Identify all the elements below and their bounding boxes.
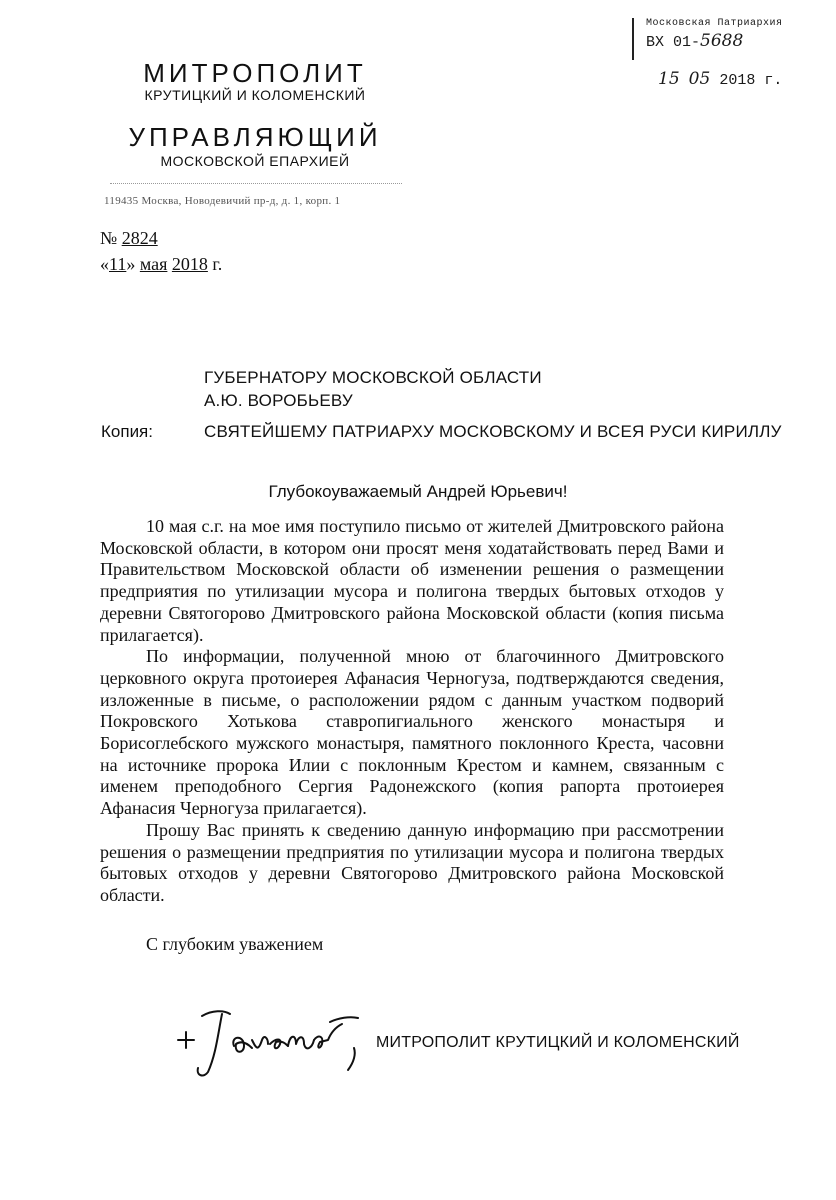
number-value: 2824 bbox=[121, 228, 158, 248]
date-year: 2018 bbox=[171, 254, 208, 274]
salutation: Глубокоуважаемый Андрей Юрьевич! bbox=[268, 482, 568, 501]
date-year-suffix: г. bbox=[212, 254, 223, 274]
handwritten-signature bbox=[172, 1000, 372, 1080]
outgoing-number bbox=[100, 228, 158, 249]
addressee-block bbox=[204, 366, 542, 412]
letterhead-address: 119435 Москва, Новодевичий пр-д, д. 1, корп. 1 bbox=[104, 195, 341, 207]
stamp-border bbox=[632, 18, 634, 60]
copy-label: Копия: bbox=[101, 422, 153, 441]
body-paragraph-1: 10 мая с.г. на мое имя поступило письмо от жителей Дмитровского района Московской области, в котором они просят меня ходатайствовать перед Вами и Правительством Московской области об изменении решения о размещении предприятия по утилизации мусора и полигона твердых бытовых отходов у деревни Святогорово Дмитровского района Московской области (копия письма прилагается). bbox=[100, 516, 724, 645]
number-label: № bbox=[100, 228, 118, 248]
stamp-prefix: ВХ 01- bbox=[646, 34, 701, 51]
outgoing-date bbox=[100, 254, 222, 275]
body-paragraph-2: По информации, полученной мною от благочинного Дмитровского церковного округа протоиерея Афанасия Черногуза, подтверждаются сведения, изложенные в письме, о расположении рядом с данным участком подворий Покровского Хотькова ставропигиального женского монастыря и Борисоглебского мужского монастыря, памятного поклонного Креста, часовни на источнике пророка Илии с поклонным Крестом и камнем, связанным с именем преподобного Сергия Радонежского (копия рапорта протоиерея Афанасия Черногуза прилагается). bbox=[100, 646, 724, 819]
stamp-org: Московская Патриархия bbox=[646, 18, 783, 29]
stamp-handwritten-number: 5688 bbox=[700, 31, 744, 51]
date-month: мая bbox=[139, 254, 168, 274]
letterhead-see: КРУТИЦКИЙ И КОЛОМЕНСКИЙ bbox=[144, 87, 366, 103]
date-quote-open: « bbox=[100, 254, 109, 274]
closing-phrase: С глубоким уважением bbox=[146, 934, 324, 954]
stamp-day: 15 bbox=[658, 69, 680, 89]
letterhead-diocese: МОСКОВСКОЙ ЕПАРХИЕЙ bbox=[160, 153, 350, 169]
copy-recipient: СВЯТЕЙШЕМУ ПАТРИАРХУ МОСКОВСКОМУ И ВСЕЯ РУСИ КИРИЛЛУ bbox=[204, 422, 782, 441]
signatory-title: МИТРОПОЛИТ КРУТИЦКИЙ И КОЛОМЕНСКИЙ bbox=[376, 1034, 740, 1051]
date-quote-close: » bbox=[126, 254, 136, 274]
stamp-number bbox=[646, 31, 783, 51]
stamp-month: 05 bbox=[688, 69, 711, 89]
letterhead-divider bbox=[110, 183, 402, 184]
addressee-line-2: А.Ю. ВОРОБЬЕВУ bbox=[204, 391, 353, 410]
body-paragraph-3: Прошу Вас принять к сведению данную информацию при рассмотрении решения о размещении предприятия по утилизации мусора и полигона твердых бытовых отходов у деревни Святогорово Дмитровского района Московской области. bbox=[100, 819, 724, 905]
stamp-date bbox=[658, 69, 783, 89]
addressee-line-1: ГУБЕРНАТОРУ МОСКОВСКОЙ ОБЛАСТИ bbox=[204, 368, 542, 387]
incoming-stamp bbox=[646, 18, 783, 89]
letterhead-role: УПРАВЛЯЮЩИЙ bbox=[128, 122, 382, 152]
letter-body bbox=[100, 516, 724, 907]
stamp-year: 2018 г. bbox=[719, 72, 783, 89]
letterhead-title: МИТРОПОЛИТ bbox=[143, 58, 367, 88]
date-day: 11 bbox=[109, 254, 127, 274]
